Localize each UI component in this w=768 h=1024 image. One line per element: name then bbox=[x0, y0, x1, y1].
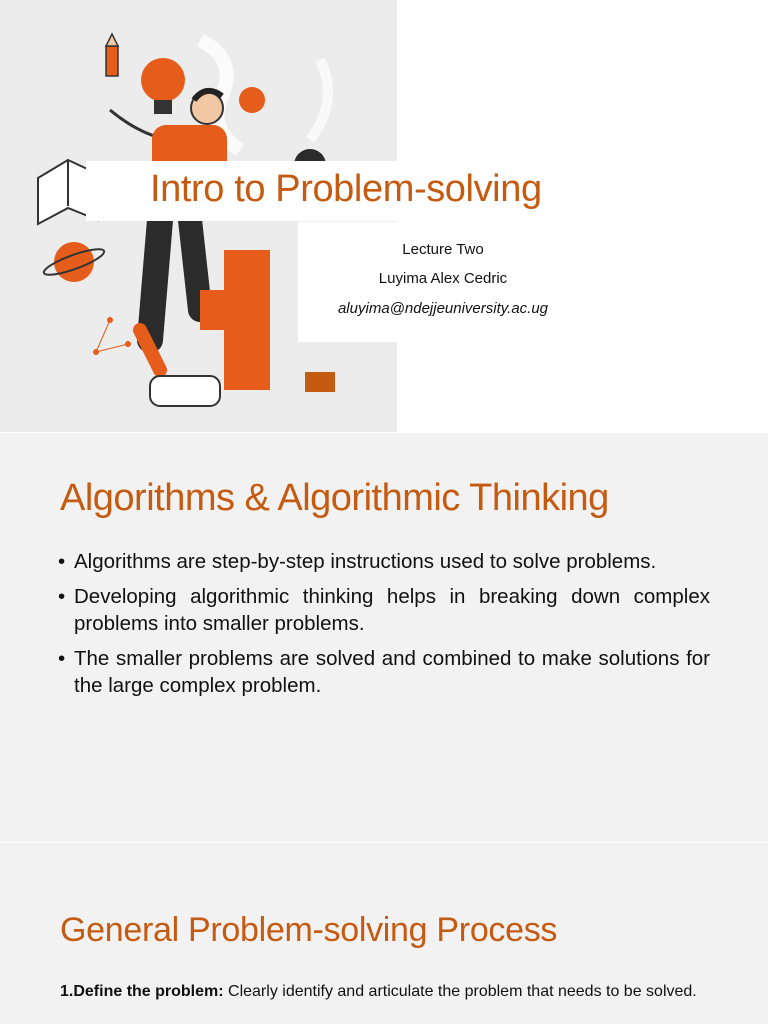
title-slide bbox=[0, 0, 768, 432]
author-email: aluyima@ndejjeuniversity.ac.ug bbox=[337, 300, 549, 317]
bullet-item bbox=[58, 583, 710, 638]
process-step bbox=[60, 983, 712, 1001]
step-number: 1. bbox=[60, 983, 74, 1000]
bullet-text: The smaller problems are solved and combined to make solutions for the large complex problem. bbox=[74, 646, 710, 697]
algorithms-slide bbox=[0, 433, 768, 842]
step-label: Define the problem: bbox=[73, 983, 224, 1000]
slide-heading: Algorithms & Algorithmic Thinking bbox=[60, 477, 609, 519]
lecture-number: Lecture Two bbox=[402, 241, 484, 258]
slide-heading: General Problem-solving Process bbox=[60, 911, 558, 949]
bullet-item bbox=[58, 548, 710, 576]
bullet-dot: • bbox=[58, 584, 66, 608]
bullet-dot: • bbox=[58, 550, 66, 573]
author-name: Luyima Alex Cedric bbox=[378, 270, 508, 287]
bullet-item bbox=[58, 645, 710, 700]
bullet-text: Developing algorithmic thinking helps in breaking down complex problems into smaller problems. bbox=[74, 584, 710, 635]
bullet-list bbox=[58, 548, 710, 707]
bullet-dot: • bbox=[58, 646, 66, 670]
bullet-text: Algorithms are step-by-step instructions used to solve problems. bbox=[74, 550, 657, 573]
process-slide bbox=[0, 843, 768, 1024]
step-text: Clearly identify and articulate the problem that needs to be solved. bbox=[223, 983, 697, 1000]
slide-title: Intro to Problem-solving bbox=[150, 168, 542, 210]
